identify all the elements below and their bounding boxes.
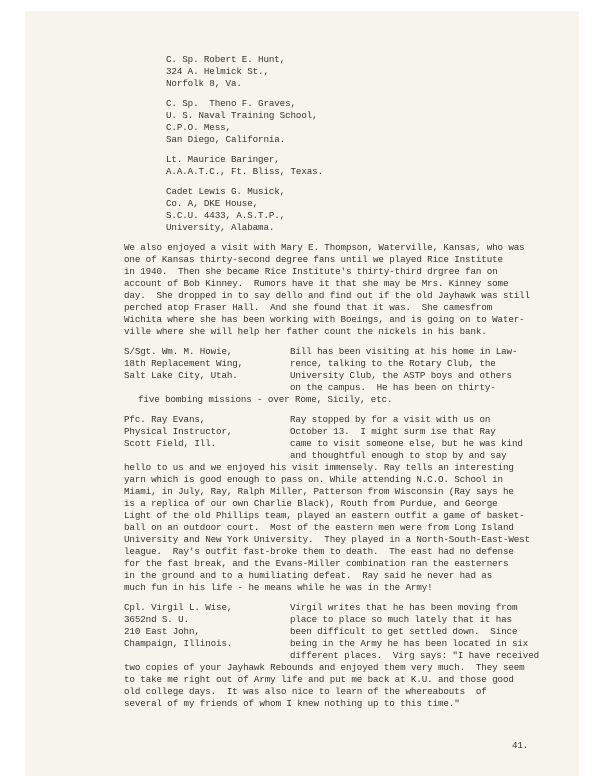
paragraph-line: hello to us and we enjoyed his visit immensely. Ray tells an interesting — [124, 462, 514, 473]
paragraph-line: two copies of your Jayhawk Rebounds and enjoyed them very much. They seem — [124, 662, 525, 673]
paragraph-line: University Club, the ASTP boys and others — [290, 370, 512, 381]
paragraph-line: league. Ray's outfit fast-broke them to death. The east had no defense — [124, 546, 514, 557]
paragraph-line: several of my friends of whom I knew nothing up to this time." — [124, 698, 460, 709]
paragraph-line: to take me right out of Army life and put me back at K.U. and those good — [124, 674, 514, 685]
paragraph-line: been difficult to get settled down. Since — [290, 626, 518, 637]
paragraph-line: being in the Army he has been located in six — [290, 638, 529, 649]
address-line: 324 A. Helmick St., — [166, 66, 269, 77]
page-number: 41. — [512, 740, 529, 751]
paragraph-line: is a replica of our own Charlie Black), Routh from Purdue, and George — [124, 498, 498, 509]
address-line: Norfolk 8, Va. — [166, 78, 242, 89]
paragraph-line: October 13. I might surm ise that Ray — [290, 426, 496, 437]
paragraph-line: five bombing missions - over Rome, Sicily, etc. — [138, 394, 393, 405]
address-line: 210 East John, — [124, 626, 200, 637]
paragraph-line: ball on an outdoor court. Most of the eastern men were from Long Island — [124, 522, 514, 533]
paragraph-line: old college days. It was also nice to learn of the whereabouts of — [124, 686, 487, 697]
address-line: Cadet Lewis G. Musick, — [166, 186, 286, 197]
paragraph-line: in the ground and to a humiliating defeat. Ray said he never had as — [124, 570, 493, 581]
address-line: San Diego, California. — [166, 134, 286, 145]
paragraph-line: in 1940. Then she became Rice Institute's thirty-third drgree fan on — [124, 266, 498, 277]
paragraph-line: Miami, in July, Ray, Ralph Miller, Patterson from Wisconsin (Ray says he — [124, 486, 514, 497]
paragraph-line: on the campus. He has been on thirty- — [290, 382, 496, 393]
address-line: Pfc. Ray Evans, — [124, 414, 206, 425]
paragraph-line: perched atop Fraser Hall. And she found that it was. She camesfrom — [124, 302, 493, 313]
paragraph-line: Wichita where she has been working with Boeings, and is going on to Water- — [124, 314, 525, 325]
paragraph-line: came to visit someone else, but he was kind — [290, 438, 523, 449]
paragraph-line: day. She dropped in to say dello and find out if the old Jayhawk was still — [124, 290, 531, 301]
address-line: 3652nd S. U. — [124, 614, 189, 625]
address-line: C. Sp. Robert E. Hunt, — [166, 54, 286, 65]
paragraph-line: We also enjoyed a visit with Mary E. Thompson, Waterville, Kansas, who was — [124, 242, 525, 253]
paragraph-line: Bill has been visiting at his home in Law- — [290, 346, 518, 357]
address-line: Co. A, DKE House, — [166, 198, 259, 209]
address-line: S.C.U. 4433, A.S.T.P., — [166, 210, 286, 221]
address-line: Scott Field, Ill. — [124, 438, 217, 449]
paragraph-line: Virgil writes that he has been moving from — [290, 602, 518, 613]
paragraph-line: account of Bob Kinney. Rumors have it that she may be Mrs. Kinney some — [124, 278, 509, 289]
address-line: 18th Replacement Wing, — [124, 358, 244, 369]
paragraph-line: and thoughtful enough to stop by and say — [290, 450, 507, 461]
address-line: Cpl. Virgil L. Wise, — [124, 602, 233, 613]
paragraph-line: for the fast break, and the Evans-Miller combination ran the easterners — [124, 558, 509, 569]
address-line: Physical Instructor, — [124, 426, 233, 437]
paragraph-line: Ray stopped by for a visit with us on — [290, 414, 491, 425]
paragraph-line: University and New York University. They played in a North-South-East-West — [124, 534, 531, 545]
address-line: S/Sgt. Wm. M. Howie, — [124, 346, 233, 357]
address-line: C. Sp. Theno F. Graves, — [166, 98, 296, 109]
address-line: Lt. Maurice Baringer, — [166, 154, 280, 165]
address-line: University, Alabama. — [166, 222, 275, 233]
paragraph-line: different places. Virg says: "I have received — [290, 650, 540, 661]
paragraph-line: ville where she will help her father count the nickels in his bank. — [124, 326, 487, 337]
paragraph-line: place to place so much lately that it has — [290, 614, 512, 625]
address-line: A.A.A.T.C., Ft. Bliss, Texas. — [166, 166, 323, 177]
address-line: C.P.O. Mess, — [166, 122, 231, 133]
paragraph-line: yarn which is good enough to pass on. While attending N.C.O. School in — [124, 474, 503, 485]
paragraph-line: Light of the old Phillips team, played an eastern outfit a game of basket- — [124, 510, 525, 521]
paragraph-line: much fun in his life - he means while he was in the Army! — [124, 582, 433, 593]
paragraph-line: one of Kansas thirty-second degree fans until we played Rice Institute — [124, 254, 503, 265]
address-line: U. S. Naval Training School, — [166, 110, 318, 121]
address-line: Champaign, Illinois. — [124, 638, 233, 649]
paragraph-line: rence, talking to the Rotary Club, the — [290, 358, 496, 369]
address-line: Salt Lake City, Utah. — [124, 370, 238, 381]
